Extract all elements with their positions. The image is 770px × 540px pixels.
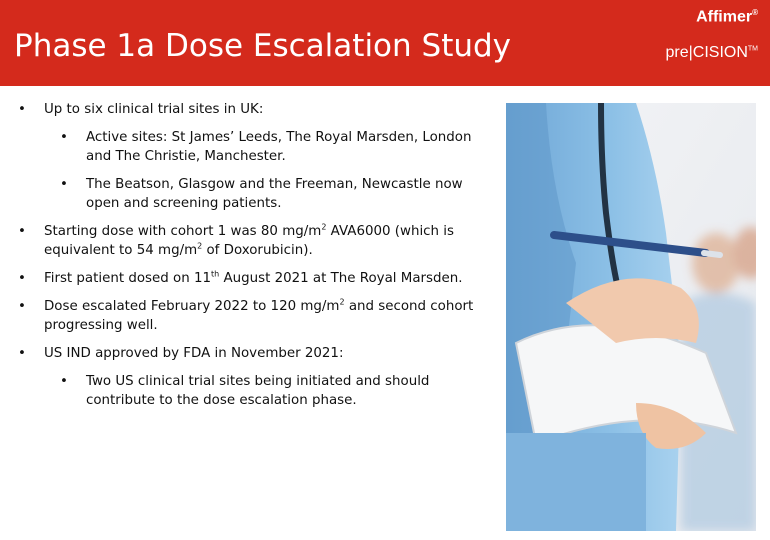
bullet-uk-sites: • Up to six clinical trial sites in UK: [18, 100, 488, 119]
bullet-starting-dose: • Starting dose with cohort 1 was 80 $mg/m^2$ AVA6000 (which is equivalent to 54 $mg/m^2$ of Doxorubicin). [18, 222, 488, 260]
slide-title: Phase 1a Dose Escalation Study [14, 28, 512, 64]
precision-logo: pre|CISION™ [665, 44, 758, 61]
clinician-photo [506, 103, 756, 531]
sub-bullet-active-sites: • Active sites: St James’ Leeds, The Royal Marsden, London and The Christie, Manchester. [18, 128, 488, 166]
affimer-logo: Affimer® [696, 8, 758, 26]
sub-bullet-us-sites: • Two US clinical trial sites being initiated and should contribute to the dose escalation phase. [18, 372, 488, 410]
sub-bullet-beatson: • The Beatson, Glasgow and the Freeman, Newcastle now open and screening patients. [18, 175, 488, 213]
bullet-us-ind: • US IND approved by FDA in November 2021: [18, 344, 488, 363]
header-bar [0, 0, 770, 86]
bullet-list [18, 100, 488, 419]
clinician-illustration [506, 103, 756, 531]
bullet-dose-escalated: • Dose escalated February 2022 to 120 $mg/m^2$ and second cohort progressing well. [18, 297, 488, 335]
bullet-first-patient: • First patient dosed on 11th August 2021 at The Royal Marsden. [18, 269, 488, 288]
